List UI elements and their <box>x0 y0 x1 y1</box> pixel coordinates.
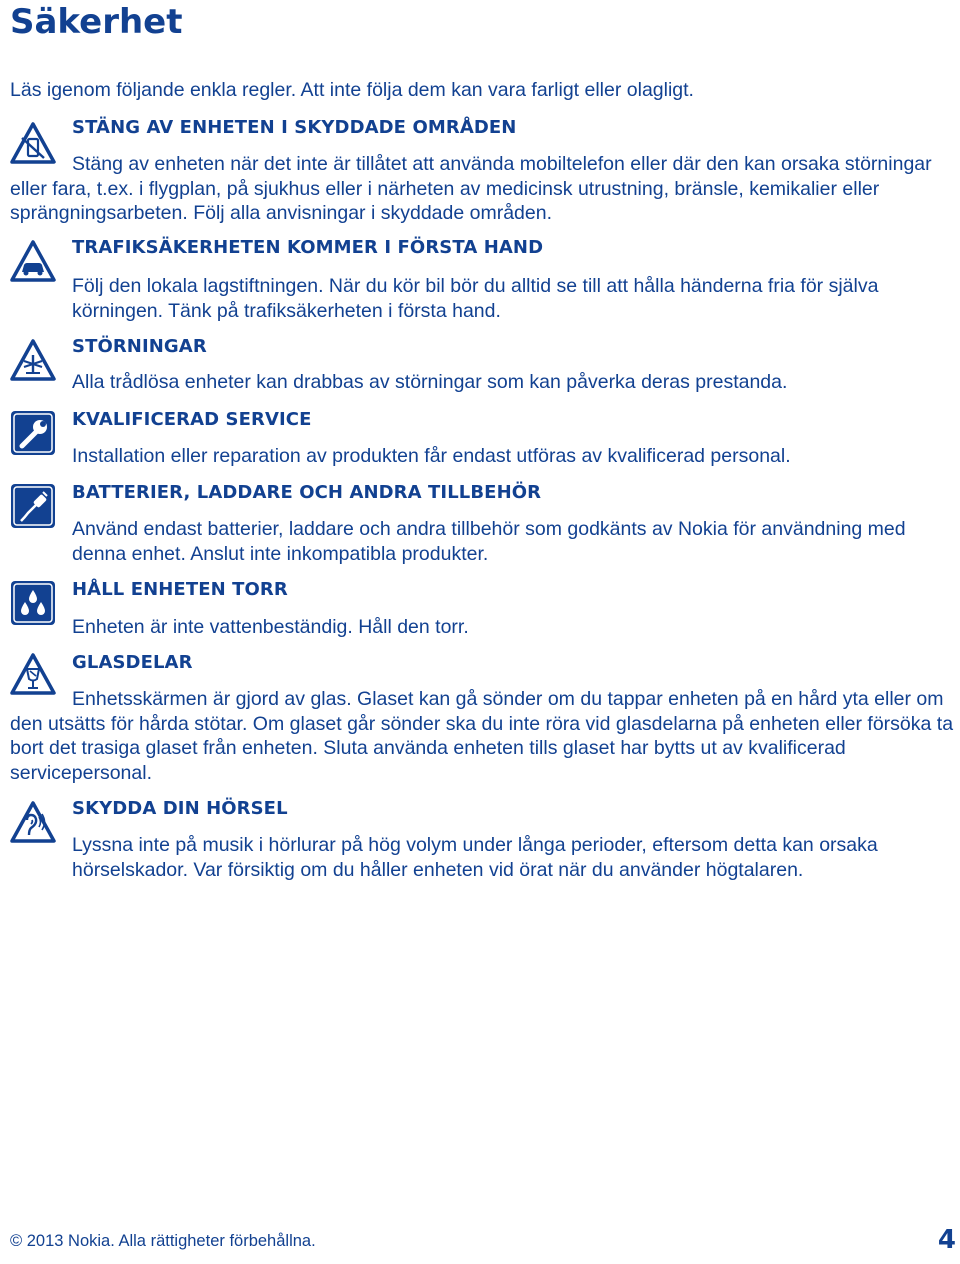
intro-text: Läs igenom följande enkla regler. Att inte följa dem kan vara farligt eller olagligt. <box>10 79 694 101</box>
section-text: Följ den lokala lagstiftningen. När du kör bil bör du alltid se till att hålla händerna fria för själva körningen. Tänk på trafiksäkerheten i första hand. <box>72 275 879 322</box>
section-text: Enhetsskärmen är gjord av glas. Glaset kan gå sönder om du tappar enheten på en hård yta eller om den utsätts för hårda stötar. Om glaset går sönder ska du inte röra vid glasdelarna på enheten eller försöka ta bort det trasiga glaset från enheten. Sluta använda enheten tills glaset har bytts ut av kvalificerad servicepersonal. <box>10 688 954 784</box>
page-number: 4 <box>937 1225 956 1255</box>
section-heading: STÄNG AV ENHETEN I SKYDDADE OMRÅDEN <box>72 117 517 138</box>
section-text: Installation eller reparation av produkten får endast utföras av kvalificerad personal. <box>72 445 791 467</box>
water-drops-icon <box>8 578 58 628</box>
interference-warning-icon <box>8 337 58 387</box>
copyright-footer: © 2013 Nokia. Alla rättigheter förbehållna. <box>10 1232 316 1250</box>
section-heading: HÅLL ENHETEN TORR <box>72 579 288 600</box>
section-heading: GLASDELAR <box>72 652 193 673</box>
charger-plug-icon <box>8 481 58 531</box>
section-heading: SKYDDA DIN HÖRSEL <box>72 798 288 819</box>
section-heading: TRAFIKSÄKERHETEN KOMMER I FÖRSTA HAND <box>72 237 544 258</box>
section-text: Använd endast batterier, laddare och andra tillbehör som godkänts av Nokia för användning med denna enhet. Anslut inte inkompatibla produkter. <box>72 518 906 565</box>
section-text: Lyssna inte på musik i hörlurar på hög volym under långa perioder, eftersom detta kan orsaka hörselskador. Var försiktig om du håller enheten vid örat när du använder högtalaren. <box>72 834 878 881</box>
ear-warning-icon <box>8 799 58 849</box>
section-text: Enheten är inte vattenbeständig. Håll den torr. <box>72 616 469 638</box>
section-heading: STÖRNINGAR <box>72 336 207 357</box>
section-text: Alla trådlösa enheter kan drabbas av störningar som kan påverka deras prestanda. <box>72 371 788 393</box>
page-title: Säkerhet <box>10 2 183 42</box>
car-warning-icon <box>8 238 58 288</box>
wrench-icon <box>8 408 58 458</box>
section-heading: KVALIFICERAD SERVICE <box>72 409 312 430</box>
section-heading: BATTERIER, LADDARE OCH ANDRA TILLBEHÖR <box>72 482 542 503</box>
section-text: Stäng av enheten när det inte är tillåtet att använda mobiltelefon eller där den kan orsaka störningar eller fara, t.ex. i flygplan, på sjukhus eller i närheten av medicinsk utrustning, bränsle, kemikalier eller sprängningsarbeten. Följ alla anvisningar i skyddade områden. <box>10 153 932 224</box>
